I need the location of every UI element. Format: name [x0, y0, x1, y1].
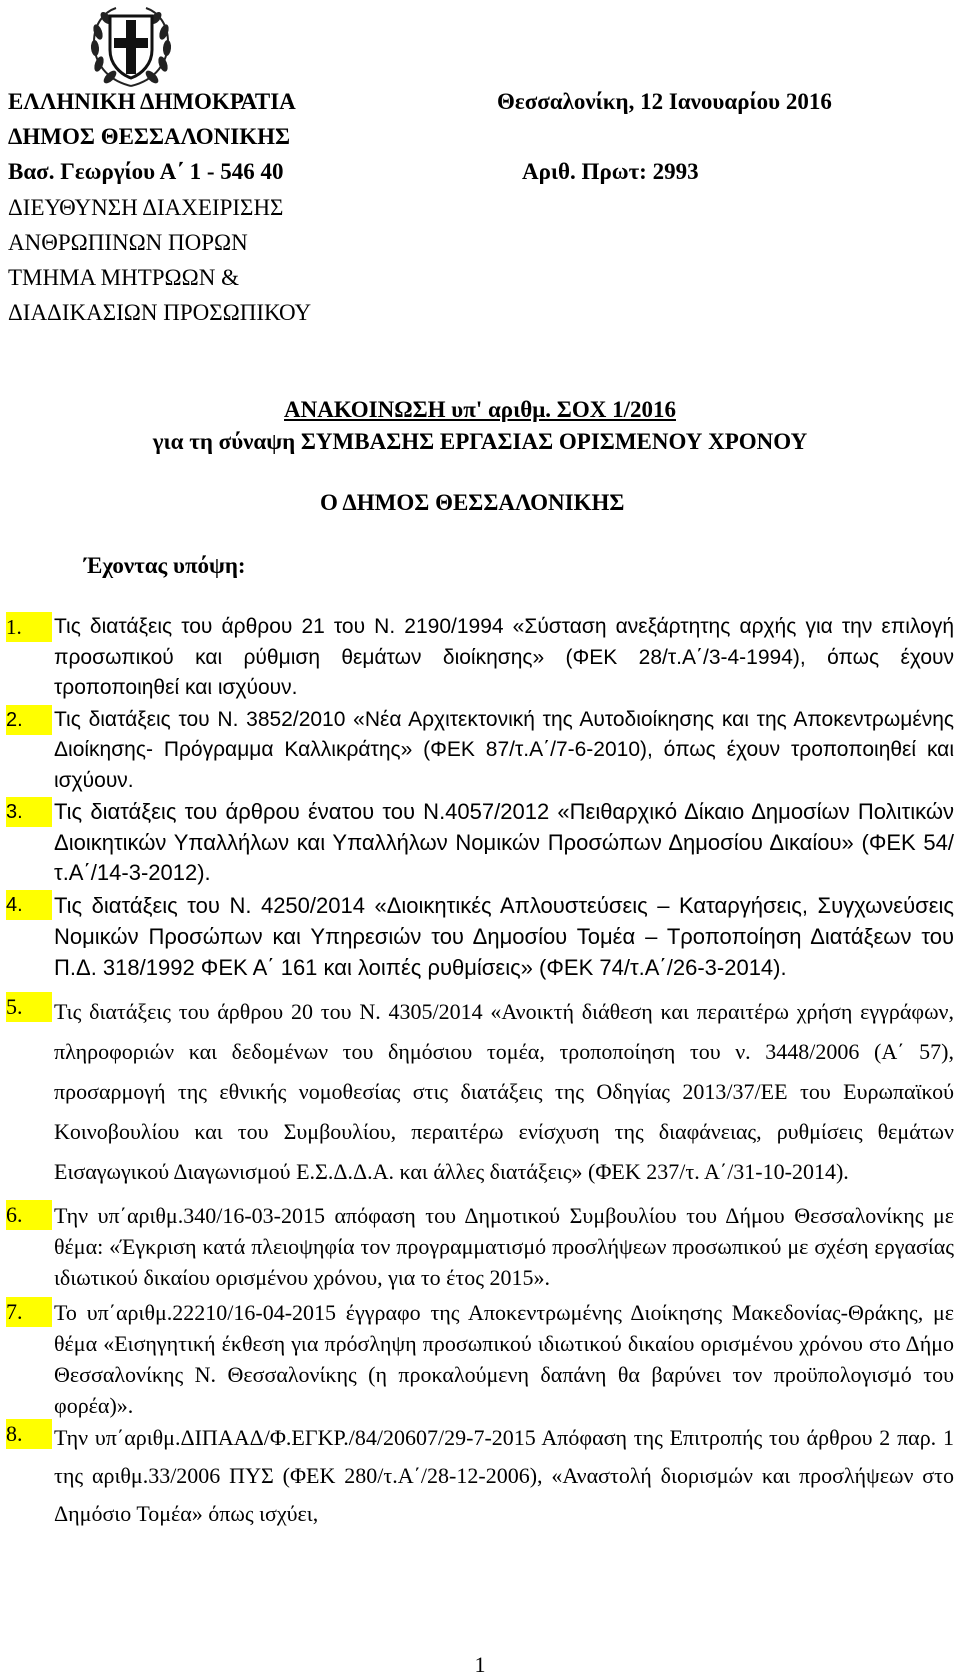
list-item-number: 2.	[6, 705, 52, 735]
header-country: ΕΛΛΗΝΙΚΗ ΔΗΜΟΚΡΑΤΙΑ	[8, 89, 296, 114]
list-item-number: 7.	[6, 1297, 52, 1327]
announcement-subtitle: για τη σύναψη ΣΥΜΒΑΣΗΣ ΕΡΓΑΣΙΑΣ ΟΡΙΣΜΕΝΟΥ ΧΡΟΝΟΥ	[152, 429, 808, 454]
list-item-number: 8.	[6, 1419, 52, 1449]
list-item-text: Την υπ΄αριθμ.340/16-03-2015 απόφαση του Δημοτικού Συμβουλίου του Δήμου Θεσσαλονίκης με θέμα: «Έγκριση κατά πλειοψηφία τον προγραμματισμό προσλήψεων προσωπικού με σχέση εργασίας ιδιωτικού δικαίου ορισμένου χρόνου, για το έτος 2015».	[54, 1202, 954, 1290]
list-item-number: 6.	[6, 1200, 52, 1230]
issuer-heading: Ο ΔΗΜΟΣ ΘΕΣΣΑΛΟΝΙΚΗΣ	[320, 490, 625, 515]
list-item-number: 4.	[6, 890, 52, 920]
header-protocol-number: Αριθ. Πρωτ: 2993	[522, 159, 699, 184]
list-item	[6, 1297, 954, 1421]
list-item	[6, 1419, 954, 1533]
announcement-title: ΑΝΑΚΟΙΝΩΣΗ υπ' αριθμ. ΣΟΧ 1/2016	[284, 397, 676, 422]
page-number: 1	[474, 1652, 486, 1677]
list-item	[6, 992, 954, 1192]
header-address: Βασ. Γεωργίου Α΄ 1 - 546 40	[8, 159, 284, 184]
header-department-2: ΔΙΑΔΙΚΑΣΙΩΝ ΠΡΟΣΩΠΙΚΟΥ	[8, 300, 312, 325]
list-item	[6, 797, 954, 889]
list-item-text: Την υπ΄αριθμ.ΔΙΠΑΑΔ/Φ.ΕΓΚΡ./84/20607/29-7-2015 Απόφαση της Επιτροπής του άρθρου 2 παρ. 1 της αριθμ.33/2006 ΠΥΣ (ΦΕΚ 280/τ.Α΄/28-12-2006), «Αναστολή διορισμών και προσλήψεων στο Δημόσιο Τομέα» όπως ισχύει,	[54, 1424, 954, 1526]
header-municipality: ΔΗΜΟΣ ΘΕΣΣΑΛΟΝΙΚΗΣ	[8, 124, 291, 149]
list-item-text: Τις διατάξεις του άρθρου 20 του Ν. 4305/2014 «Ανοικτή διάθεση και περαιτέρω χρήση εγγράφων, πληροφοριών και δεδομένων του δημόσιου τομέα, τροποποίηση του ν. 3448/2006 (Α΄ 57), προσαρμογή της εθνικής νομοθεσίας στις διατάξεις της Οδηγίας 2013/37/ΕΕ του Ευρωπαϊκού Κοινοβουλίου και του Συμβουλίου, περαιτέρω ενίσχυση της διαφάνειας, ρυθμίσεις θεμάτων Εισαγωγικού Διαγωνισμού Ε.Σ.Δ.Δ.Α. και άλλες διατάξεις» (ΦΕΚ 237/τ. Α΄/31-10-2014).	[54, 998, 954, 1184]
list-item-number: 5.	[6, 992, 52, 1022]
having-regard-heading: Έχοντας υπόψη:	[84, 553, 246, 578]
header-date: Θεσσαλονίκη, 12 Ιανουαρίου 2016	[497, 89, 832, 114]
list-item-text: Τις διατάξεις του Ν. 3852/2010 «Νέα Αρχιτεκτονική της Αυτοδιοίκησης και της Αποκεντρωμένης Διοίκησης- Πρόγραμμα Καλλικράτης» (ΦΕΚ 87/τ.Α΄/7-6-2010), όπως έχουν τροποποιηθεί και ισχύουν.	[54, 707, 954, 792]
list-item	[6, 890, 954, 983]
list-item-text: Τις διατάξεις του άρθρου ένατου του Ν.4057/2012 «Πειθαρχικό Δίκαιο Δημοσίων Πολιτικών Διοικητικών Υπαλλήλων και Υπαλλήλων Νομικών Προσώπων Δημοσίου Δικαίου» (ΦΕΚ 54/τ.Α΄/14-3-2012).	[54, 799, 954, 885]
header-department: ΤΜΗΜΑ ΜΗΤΡΩΩΝ &	[8, 265, 239, 290]
list-item	[6, 612, 954, 704]
considerations-list	[6, 612, 954, 1533]
list-item-text: Τις διατάξεις του άρθρου 21 του Ν. 2190/1994 «Σύσταση ανεξάρτητης αρχής για την επιλογή προσωπικού και ρύθμιση θεμάτων διοίκησης» (ΦΕΚ 28/τ.Α΄/3-4-1994), όπως έχουν τροποποιηθεί και ισχύουν.	[54, 615, 954, 699]
greek-coat-of-arms-emblem	[86, 2, 176, 92]
list-item	[6, 1200, 954, 1293]
list-item-text: Το υπ΄αριθμ.22210/16-04-2015 έγγραφο της Αποκεντρωμένης Διοίκησης Μακεδονίας-Θράκης, με θέμα «Εισηγητική έκθεση για πρόσληψη προσωπικού ιδιωτικού δικαίου ορισμένου χρόνου στο Δήμο Θεσσαλονίκης Ν. Θεσσαλονίκης (η προκαλούμενη δαπάνη θα βαρύνει τον προϋπολογισμό του φορέα)».	[54, 1299, 954, 1418]
header-hr: ΑΝΘΡΩΠΙΝΩΝ ΠΟΡΩΝ	[8, 230, 248, 255]
list-item-number: 3.	[6, 797, 52, 827]
header-directorate: ΔΙΕΥΘΥΝΣΗ ΔΙΑΧΕΙΡΙΣΗΣ	[8, 195, 284, 220]
list-item-number: 1.	[6, 612, 52, 642]
list-item	[6, 705, 954, 797]
list-item-text: Τις διατάξεις του Ν. 4250/2014 «Διοικητικές Απλουστεύσεις – Καταργήσεις, Συγχωνεύσεις Νομικών Προσώπων και Υπηρεσιών του Δημοσίου Τομέα – Τροποποίηση Διατάξεων του Π.Δ. 318/1992 ΦΕΚ Α΄ 161 και λοιπές ρυθμίσεις» (ΦΕΚ 74/τ.Α΄/26-3-2014).	[54, 892, 954, 980]
